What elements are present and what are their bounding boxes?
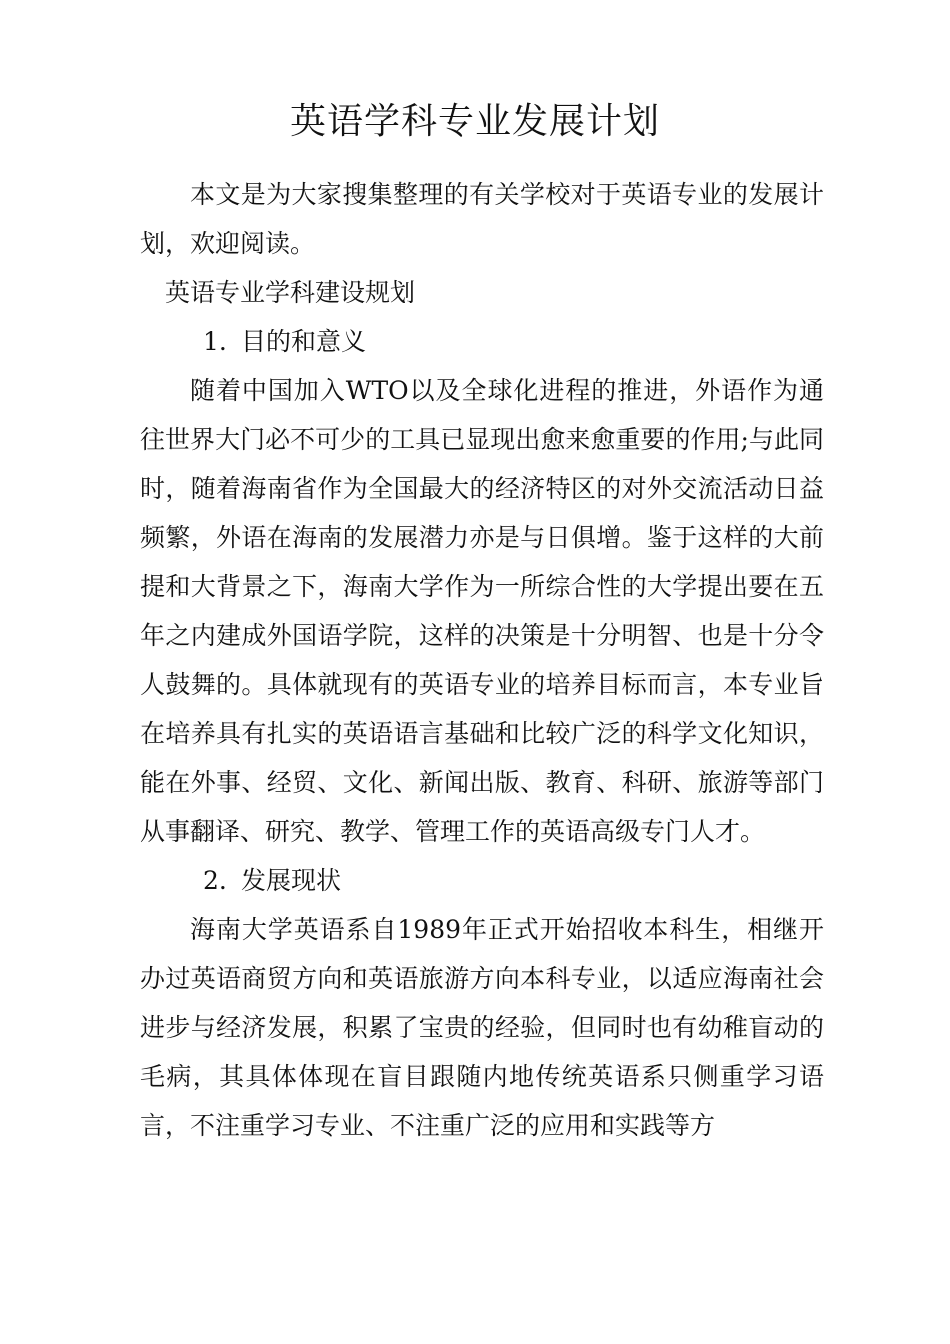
section-paragraph-status: 海南大学英语系自1989年正式开始招收本科生，相继开办过英语商贸方向和英语旅游方向本科专业，以适应海南社会进步与经济发展，积累了宝贵的经验，但同时也有幼稚盲动的毛病，其具体体现在盲目跟随内地传统英语系只侧重学习语言，不注重学习专业、不注重广泛的应用和实践等方 — [140, 915, 824, 1140]
section-title: 英语专业学科建设规划 — [165, 278, 416, 307]
section-paragraph-purpose: 随着中国加入WTO以及全球化进程的推进，外语作为通往世界大门必不可少的工具已显现出愈来愈重要的作用;与此同时，随着海南省作为全国最大的经济特区的对外交流活动日益频繁，外语在海南的发展潜力亦是与日俱增。鉴于这样的大前提和大背景之下，海南大学作为一所综合性的大学提出要在五年之内建成外国语学院，这样的决策是十分明智、也是十分令人鼓舞的。具体就现有的英语专业的培养目标而言，本专业旨在培养具有扎实的英语语言基础和比较广泛的科学文化知识，能在外事、经贸、文化、新闻出版、教育、科研、旅游等部门从事翻译、研究、教学、管理工作的英语高级专门人才。 — [140, 376, 824, 846]
section-heading-label: 发展现状 — [241, 866, 342, 895]
document-body — [140, 170, 824, 1150]
section-number: 1. — [203, 327, 227, 356]
section-heading-status — [140, 856, 824, 905]
document-title: 英语学科专业发展计划 — [289, 101, 660, 142]
intro-paragraph: 本文是为大家搜集整理的有关学校对于英语专业的发展计划，欢迎阅读。 — [140, 180, 824, 258]
section-number: 2. — [203, 866, 227, 895]
section-heading-purpose — [140, 317, 824, 366]
section-heading-label: 目的和意义 — [241, 327, 367, 356]
